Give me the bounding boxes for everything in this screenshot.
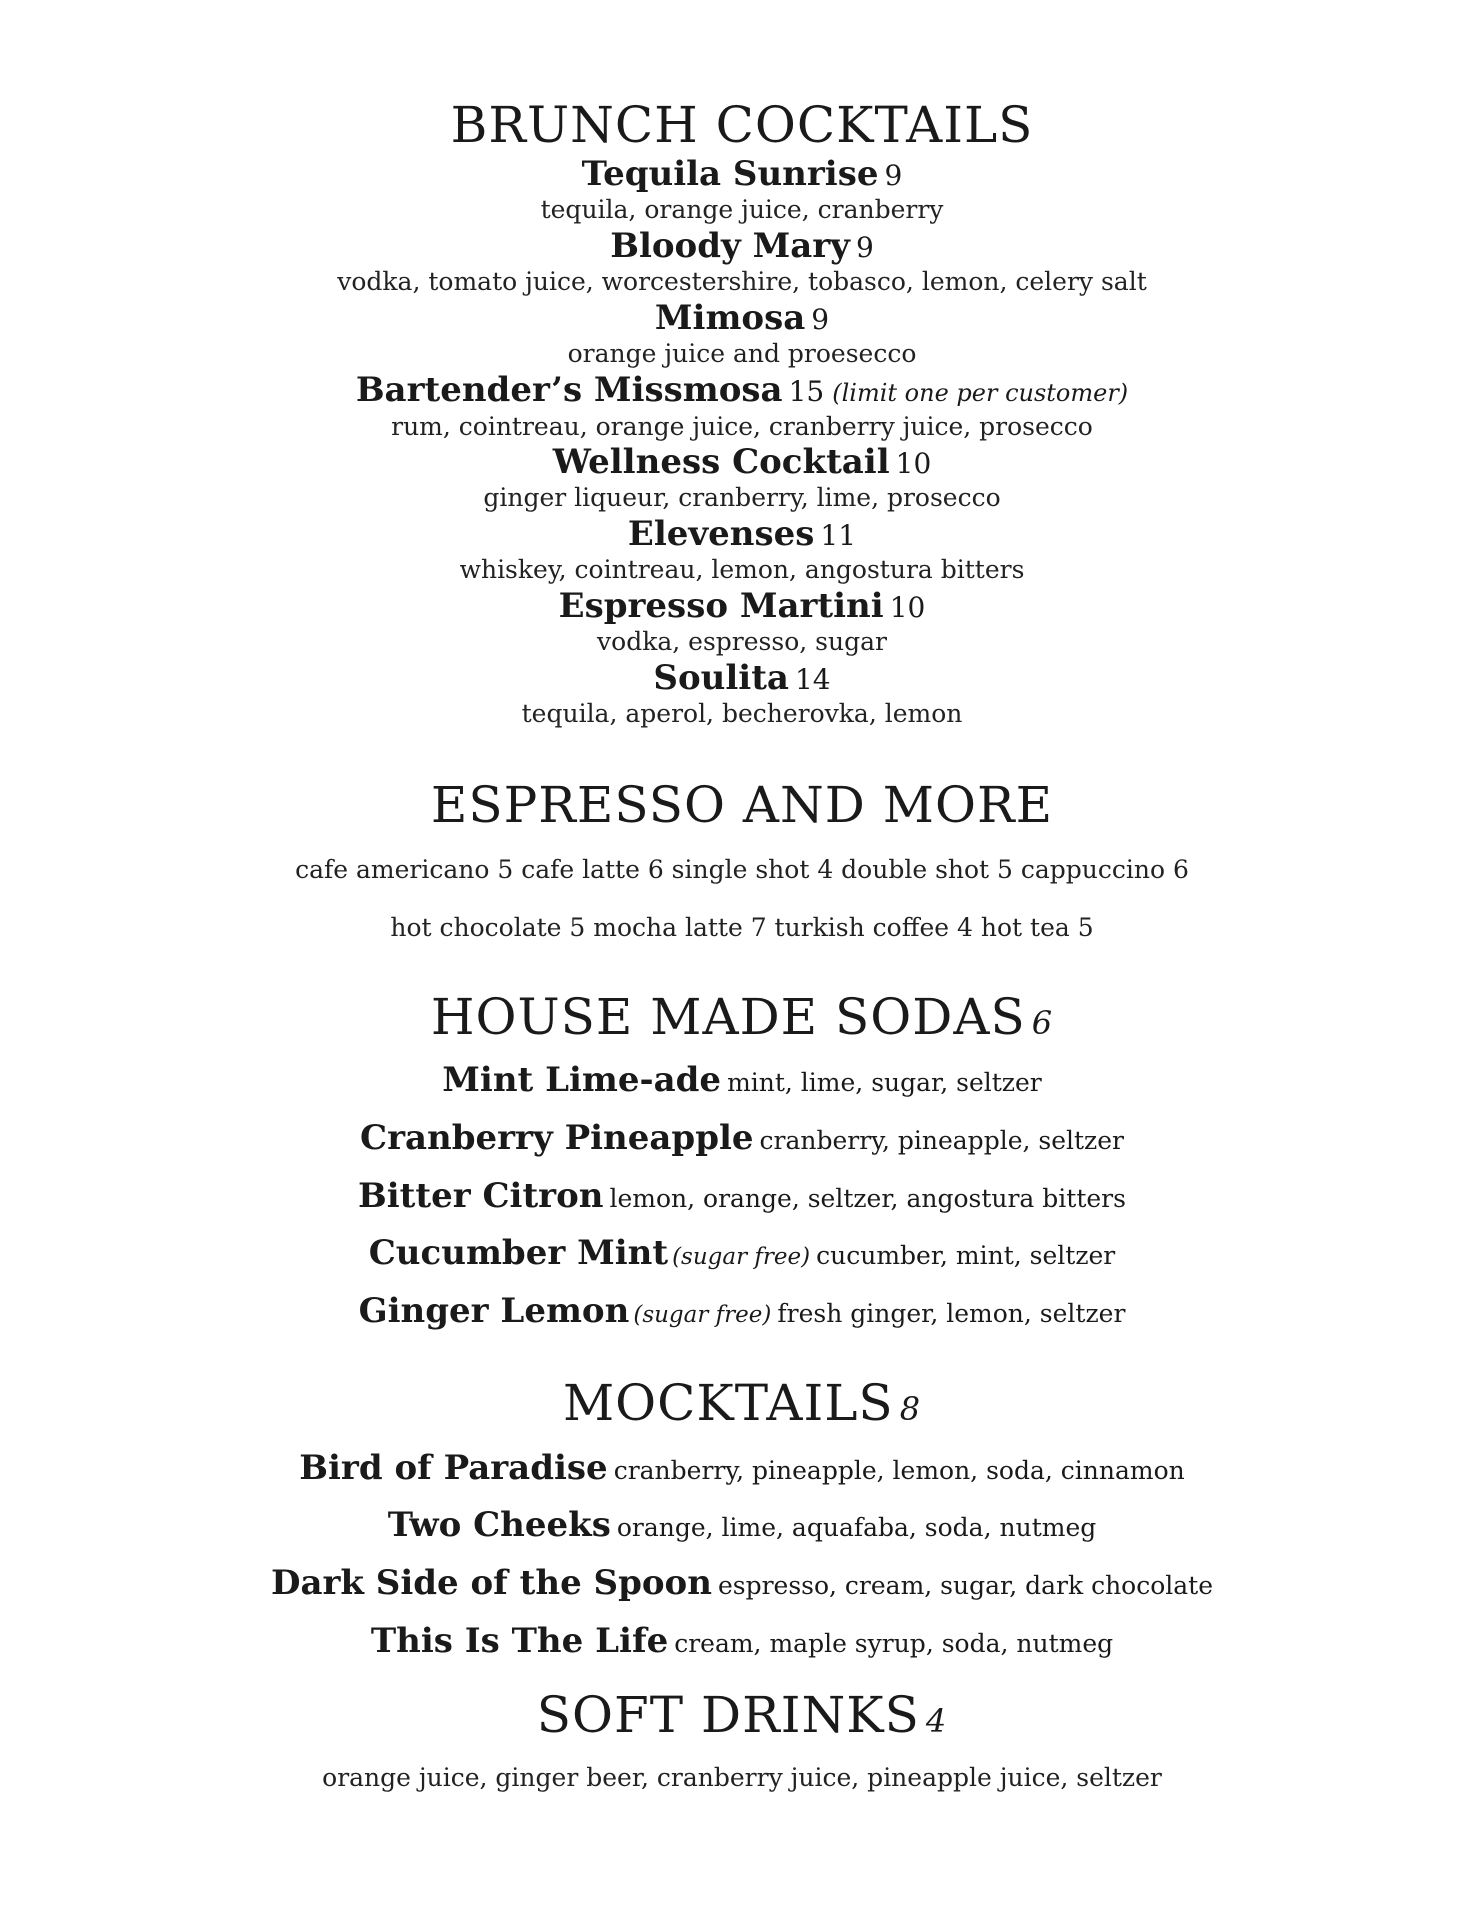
item-price: 10 [895, 447, 932, 480]
espresso-line-1: cafe americano 5 cafe latte 6 single shot 4 double shot 5 cappuccino 6 [295, 855, 1189, 884]
soda-item-bitter-citron [0, 1176, 1484, 1216]
mocktails-price: 8 [899, 1390, 922, 1428]
item-desc: cranberry, pineapple, lemon, soda, cinnamon [613, 1456, 1185, 1485]
item-name: Wellness Cocktail [552, 442, 890, 482]
mocktails-title-text: MOCKTAILS [562, 1374, 894, 1432]
brunch-item-elevenses [0, 514, 1484, 584]
item-note: (limit one per customer) [832, 379, 1129, 407]
brunch-item-tequila-sunrise [0, 154, 1484, 224]
item-price: 14 [794, 663, 831, 696]
item-name: Soulita [653, 658, 789, 698]
soda-item-cranberry-pineapple [0, 1118, 1484, 1158]
espresso-title-text: ESPRESSO AND MORE [430, 776, 1054, 834]
soda-item-cucumber-mint [0, 1233, 1484, 1273]
item-desc: lemon, orange, seltzer, angostura bitters [609, 1184, 1126, 1213]
item-note: (sugar free) [672, 1244, 811, 1270]
item-price: 10 [889, 591, 926, 624]
item-desc: espresso, cream, sugar, dark chocolate [717, 1571, 1214, 1600]
item-name: Espresso Martini [558, 586, 884, 626]
item-desc: tequila, aperol, becherovka, lemon [521, 699, 963, 728]
item-desc: tequila, orange juice, cranberry [540, 195, 944, 224]
soda-item-mint-lime-ade [0, 1060, 1484, 1100]
sodas-title [0, 988, 1484, 1046]
item-name: Bitter Citron [358, 1176, 604, 1216]
item-desc: vodka, tomato juice, worcestershire, tobasco, lemon, celery salt [337, 267, 1147, 296]
item-name: Dark Side of the Spoon [270, 1563, 712, 1603]
item-desc: vodka, espresso, sugar [597, 627, 887, 656]
item-name: Cucumber Mint [368, 1233, 669, 1273]
item-name: Mimosa [654, 298, 806, 338]
soft-drinks-title [0, 1686, 1484, 1744]
item-name: Two Cheeks [387, 1505, 611, 1545]
item-name: Bloody Mary [610, 226, 850, 266]
item-name: Cranberry Pineapple [360, 1118, 754, 1158]
item-desc: ginger liqueur, cranberry, lime, prosecco [483, 483, 1001, 512]
mocktail-item-two-cheeks [0, 1505, 1484, 1545]
item-desc: cream, maple syrup, soda, nutmeg [674, 1629, 1114, 1658]
item-desc: whiskey, cointreau, lemon, angostura bitters [459, 555, 1025, 584]
item-name: Bartender’s Missmosa [355, 370, 783, 410]
soft-drinks-price: 4 [925, 1702, 948, 1740]
item-name: This Is The Life [370, 1621, 669, 1661]
espresso-line-2: hot chocolate 5 mocha latte 7 turkish coffee 4 hot tea 5 [390, 913, 1094, 942]
item-price: 9 [811, 303, 830, 336]
brunch-item-bloody-mary [0, 226, 1484, 296]
soft-drinks-line: orange juice, ginger beer, cranberry juice, pineapple juice, seltzer [322, 1763, 1162, 1792]
item-price: 15 [788, 375, 825, 408]
item-name: Ginger Lemon [358, 1291, 630, 1331]
mocktail-item-this-is-the-life [0, 1621, 1484, 1661]
item-price: 9 [884, 159, 903, 192]
mocktail-item-bird-of-paradise [0, 1448, 1484, 1488]
brunch-title-text: BRUNCH COCKTAILS [450, 96, 1034, 154]
mocktails-title [0, 1374, 1484, 1432]
item-desc: cranberry, pineapple, seltzer [759, 1126, 1124, 1155]
item-desc: mint, lime, sugar, seltzer [727, 1068, 1042, 1097]
soft-drinks-title-text: SOFT DRINKS [536, 1686, 920, 1744]
item-name: Bird of Paradise [299, 1448, 608, 1488]
item-desc: orange, lime, aquafaba, soda, nutmeg [616, 1513, 1097, 1542]
brunch-item-soulita [0, 658, 1484, 728]
item-desc: cucumber, mint, seltzer [816, 1241, 1116, 1270]
brunch-item-wellness-cocktail [0, 442, 1484, 512]
brunch-item-bartenders-missmosa [0, 370, 1484, 441]
item-desc: rum, cointreau, orange juice, cranberry juice, prosecco [391, 412, 1093, 441]
item-desc: orange juice and proesecco [567, 339, 917, 368]
sodas-price: 6 [1031, 1004, 1054, 1042]
soda-item-ginger-lemon [0, 1291, 1484, 1331]
item-price: 9 [855, 231, 874, 264]
brunch-item-mimosa [0, 298, 1484, 368]
brunch-item-espresso-martini [0, 586, 1484, 656]
item-price: 11 [820, 519, 857, 552]
mocktail-item-dark-side-of-the-spoon [0, 1563, 1484, 1603]
brunch-cocktails-title [0, 96, 1484, 154]
item-name: Elevenses [627, 514, 815, 554]
item-note: (sugar free) [633, 1302, 772, 1328]
sodas-title-text: HOUSE MADE SODAS [430, 988, 1026, 1046]
item-desc: fresh ginger, lemon, seltzer [777, 1299, 1126, 1328]
espresso-title [0, 776, 1484, 834]
item-name: Mint Lime-ade [442, 1060, 722, 1100]
item-name: Tequila Sunrise [581, 154, 879, 194]
